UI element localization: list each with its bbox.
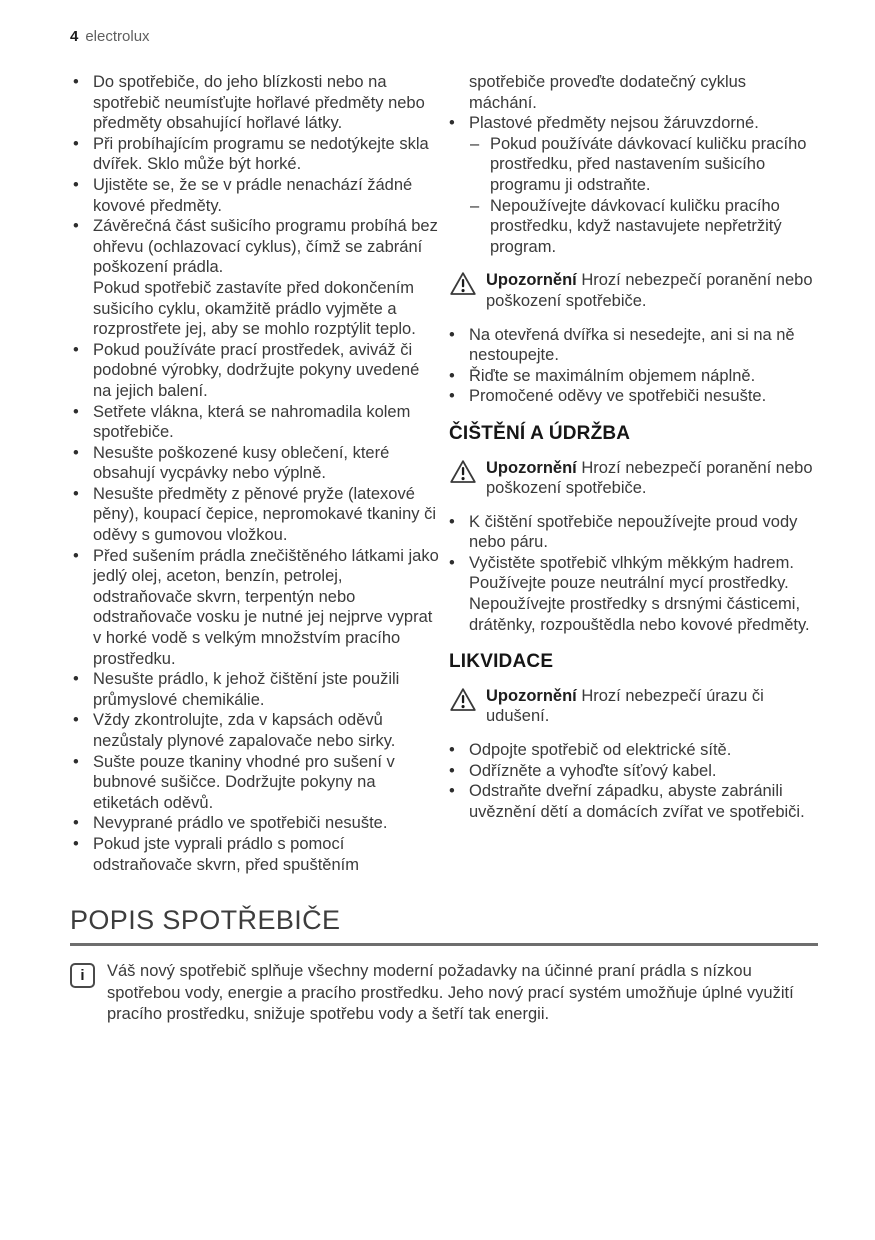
warning-text xyxy=(486,686,818,727)
list-item-text: Nesušte poškozené kusy oblečení, které obsahují vycpávky nebo výplně. xyxy=(93,443,390,483)
list-item xyxy=(449,781,818,822)
warning-label: Upozornění xyxy=(486,458,577,477)
warning-label: Upozornění xyxy=(486,271,577,290)
warning-message: Hrozí nebezpečí poranění nebo poškození spotřebiče. xyxy=(486,458,813,498)
list-item xyxy=(70,484,442,546)
list-item-text: K čištění spotřebiče nepoužívejte proud vody nebo páru. xyxy=(469,512,798,552)
list-item-text: Řiďte se maximálním objemem náplně. xyxy=(469,366,756,385)
brand-name: electrolux xyxy=(85,28,150,45)
sub-list xyxy=(470,134,818,258)
warning-box xyxy=(449,686,818,727)
info-note-text: Váš nový spotřebič splňuje všechny moderní požadavky na účinné praní prádla s nízkou spotřebou vody, energie a pracího prostředku. Jeho nový prací systém umožňuje úplné využití pracího prostředku, snižuje spotřebu vody a šetří tak energii. xyxy=(107,962,794,1024)
section-divider xyxy=(70,943,818,946)
page-number: 4 xyxy=(70,28,79,45)
section-heading-disposal: LIKVIDACE xyxy=(449,651,554,673)
list-item xyxy=(70,216,442,340)
list-item-text: Na otevřená dvířka si nesedejte, ani si na ně nestoupejte. xyxy=(469,325,795,365)
warning-message: Hrozí nebezpečí poranění nebo poškození spotřebiče. xyxy=(486,271,813,310)
warning-label: Upozornění xyxy=(486,686,577,705)
list-item-text: Před sušením prádla znečištěného látkami jako jedlý olej, aceton, benzín, petrolej, odstraňovače skvrn, terpentýn nebo odstraňovače vosku je nutné jej nejprve vyprat v horké vodě s velkým množstvím pracího prostředku. xyxy=(93,546,439,668)
list-item-text: • Plastové předměty nejsou žáruvzdorné. xyxy=(469,114,759,133)
list-item-text: Promočené oděvy ve spotřebiči nesušte. xyxy=(469,387,767,406)
list-item-text: Ujistěte se, že se v prádle nenachází žádné kovové předměty. xyxy=(93,175,413,215)
list-item xyxy=(449,512,818,553)
warning-text xyxy=(486,270,818,311)
section-heading-cleaning: ČIŠTĚNÍ A ÚDRŽBA xyxy=(449,422,631,444)
warning-box xyxy=(449,458,818,499)
list-item-text: Odpojte spotřebič od elektrické sítě. xyxy=(469,741,732,760)
warning-message: Hrozí nebezpečí úrazu či udušení. xyxy=(486,686,764,726)
list-item xyxy=(70,546,442,670)
list-item xyxy=(449,761,818,782)
warning-icon xyxy=(449,271,477,311)
list-item xyxy=(70,443,442,484)
warning-icon xyxy=(449,687,477,727)
page-header xyxy=(70,28,818,46)
list-item xyxy=(449,325,818,366)
list-item-text: • Závěrečná část sušicího programu probíhá bez ohřevu (ochlazovací cyklus), čímž se zabrání poškození prádla. xyxy=(93,217,438,277)
list-item xyxy=(70,834,442,875)
list-item xyxy=(70,813,442,834)
warning-box xyxy=(449,270,818,311)
list-item xyxy=(70,669,442,710)
list-item xyxy=(70,752,442,814)
list-item-text: Nesušte prádlo, k jehož čištění jste použili průmyslové chemikálie. xyxy=(93,670,400,709)
list-item-text: Odstraňte dveřní západku, abyste zabránili uvěznění dětí a domácích zvířat ve spotřebiči. xyxy=(469,782,805,821)
left-column xyxy=(70,72,442,875)
info-icon: i xyxy=(70,963,95,988)
list-item-text: Sušte pouze tkaniny vhodné pro sušení v bubnové sušičce. Dodržujte pokyny na etiketách oděvů. xyxy=(93,752,395,812)
list-item-text: Do spotřebiče, do jeho blízkosti nebo na spotřebič neumísťujte hořlavé předměty nebo předměty obsahující hořlavé látky. xyxy=(93,73,425,133)
two-column-body xyxy=(70,72,818,875)
list-item xyxy=(70,710,442,751)
list-item-text: Pokud jste vyprali prádlo s pomocí odstraňovače skvrn, před spuštěním xyxy=(93,834,359,874)
list-item xyxy=(70,175,442,216)
list-item xyxy=(449,740,818,761)
dash-item-text: Nepoužívejte dávkovací kuličku pracího prostředku, když nastavujete nepřetržitý program. xyxy=(490,196,782,256)
list-item-text: Odřízněte a vyhoďte síťový kabel. xyxy=(469,761,717,780)
warning-icon xyxy=(449,459,477,499)
list-item xyxy=(449,113,818,257)
list-item xyxy=(449,553,818,635)
info-note xyxy=(70,961,818,1026)
list-item-text: Při probíhajícím programu se nedotýkejte skla dvířek. Sklo může být horké. xyxy=(93,134,429,174)
dash-item-text: Pokud používáte dávkovací kuličku pracího prostředku, před nastavením sušicího programu ji odstraňte. xyxy=(490,134,807,194)
carryover-paragraph: spotřebiče proveďte dodatečný cyklus máchání. xyxy=(469,73,747,112)
page-section-title: POPIS SPOTŘEBIČE xyxy=(70,905,341,936)
list-item xyxy=(70,134,442,175)
dash-item xyxy=(470,196,818,258)
list-item-continuation: Pokud spotřebič zastavíte před dokončením sušicího cyklu, okamžitě prádlo vyjměte a rozprostřete jej, aby se mohlo rozptýlit teplo. xyxy=(93,278,416,339)
list-item-text: Setřete vlákna, která se nahromadila kolem spotřebiče. xyxy=(93,402,411,442)
list-item-text: Vyčistěte spotřebič vlhkým měkkým hadrem. Používejte pouze neutrální mycí prostředky. Nepoužívejte prostředky s drsnými částicemi, drátěnky, rozpouštědla nebo kovové předměty. xyxy=(469,553,810,634)
right-column xyxy=(449,72,818,822)
list-item-text: Vždy zkontrolujte, zda v kapsách oděvů nezůstaly plynové zapalovače nebo sirky. xyxy=(93,711,396,750)
list-item xyxy=(70,340,442,402)
list-item-text: Nesušte předměty z pěnové pryže (latexové pěny), koupací čepice, nepromokavé tkaniny či oděvy s gumovou vložkou. xyxy=(93,484,437,545)
list-item xyxy=(70,402,442,443)
list-item xyxy=(449,386,818,407)
list-item-text: Nevyprané prádlo ve spotřebiči nesušte. xyxy=(93,814,388,833)
warning-text xyxy=(486,458,818,499)
list-item-text: Pokud používáte prací prostředek, aviváž či podobné výrobky, dodržujte pokyny uvedené na jejich balení. xyxy=(93,340,420,400)
list-item xyxy=(449,366,818,387)
list-item xyxy=(70,72,442,134)
dash-item xyxy=(470,134,818,196)
